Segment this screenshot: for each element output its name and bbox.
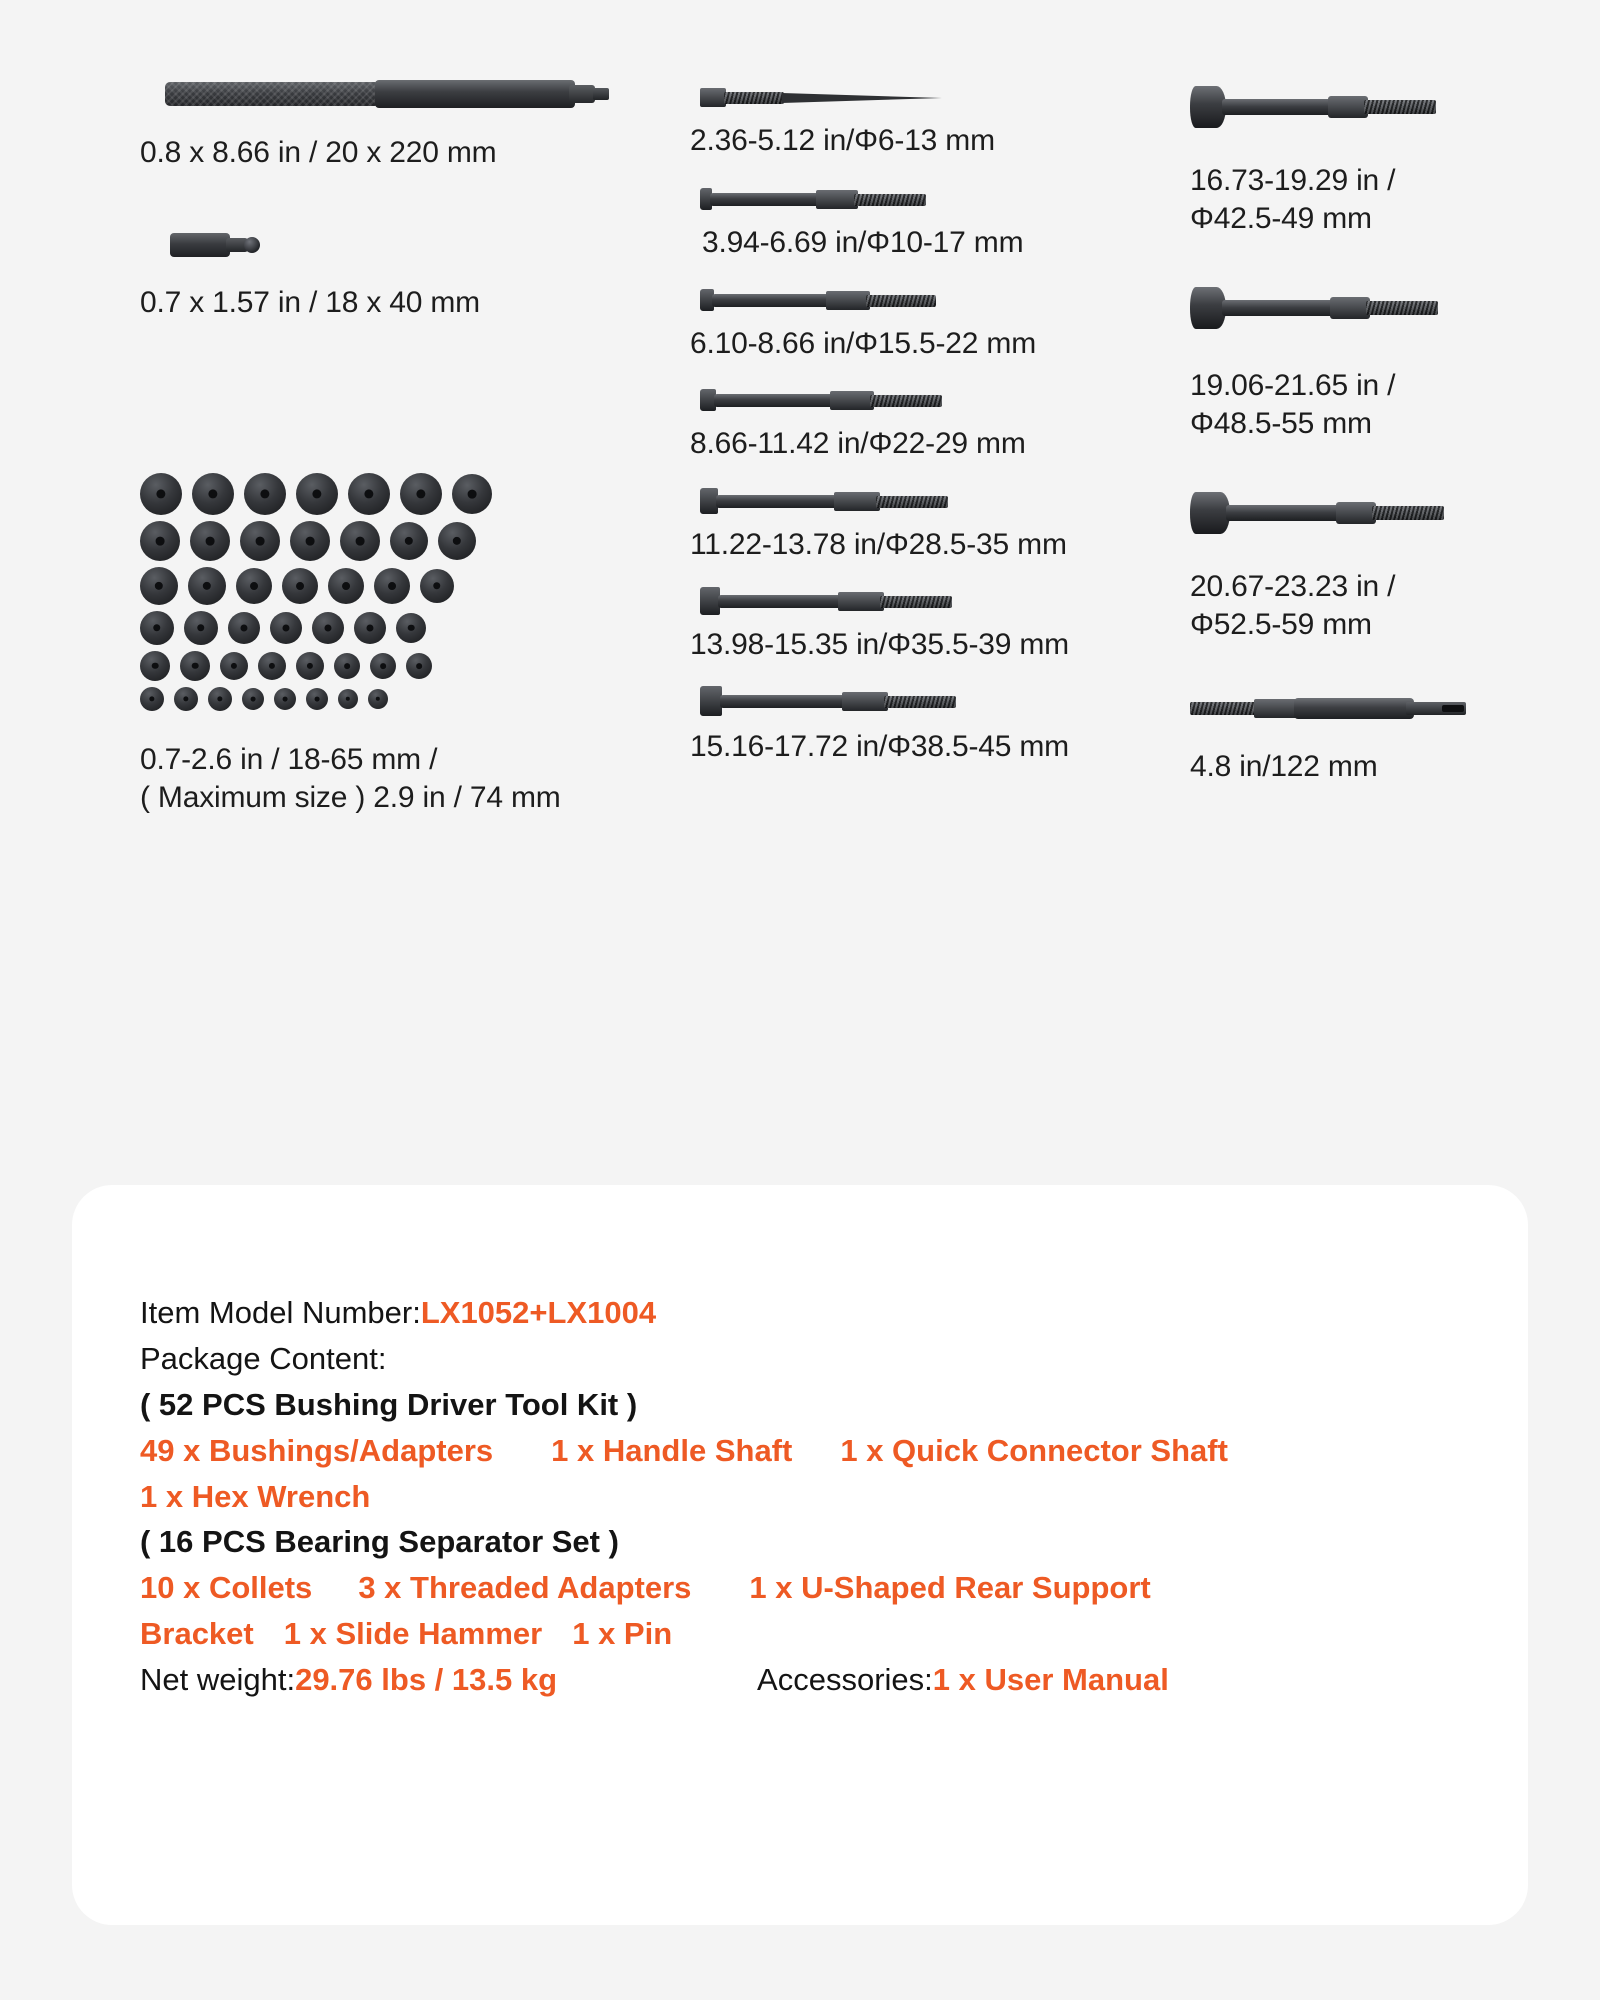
bushing-disc [438,522,476,560]
kit1-title: ( 52 PCS Bushing Driver Tool Kit ) [140,1386,638,1422]
right-item-4 [1190,690,1560,786]
wrench-thread-part [1190,702,1260,715]
bushing-disc [406,653,432,679]
rod-cup-part [700,686,722,716]
hex-wrench-icon [1190,690,1490,724]
mid-caption-5: 11.22-13.78 in/Φ28.5-35 mm [690,527,1067,561]
right-item-3 [1190,486,1560,645]
bushing-disc [180,651,210,681]
wrench-bar-part [1294,698,1414,719]
shaft-tip-part [569,85,595,103]
disc-row [140,473,560,515]
accessories-value: 1 x User Manual [932,1662,1169,1697]
mid-caption-3: 6.10-8.66 in/Φ15.5-22 mm [690,326,1036,360]
bushing-disc [374,568,410,604]
bushing-disc [400,473,442,515]
kit2-parts-row-2 [140,1611,1468,1657]
kit1-part-2: 1 x Handle Shaft [551,1432,793,1468]
left-item-quick-connector [140,230,660,322]
bushing-disc [274,688,296,710]
bushing-disc [334,653,360,679]
mid-item-4 [690,383,1210,463]
kit2-title: ( 16 PCS Bearing Separator Set ) [140,1524,619,1560]
right-caption-1-line2: Φ42.5-49 mm [1190,202,1372,236]
left-item-bushings [140,473,660,818]
bushing-disc [140,687,164,711]
bushing-disc [340,521,380,561]
bushing-disc [140,473,182,515]
rod-thread-part [724,92,784,104]
mid-item-2 [690,182,1210,262]
handle-shaft-tool-graphic [140,80,660,108]
mushroom-hex-part [1330,297,1370,319]
rod-shaft-part [714,394,834,407]
handle-shaft-caption: 0.8 x 8.66 in / 20 x 220 mm [140,136,497,169]
right-item-1 [1190,80,1560,239]
bushing-disc [338,689,358,709]
bushings-caption-line2: ( Maximum size ) 2.9 in / 74 mm [140,781,561,815]
mushroom-head-part [1190,287,1226,329]
package-info-content [140,1290,1468,1703]
right-caption-4: 4.8 in/122 mm [1190,750,1378,784]
model-number-label: Item Model Number: [140,1295,421,1330]
bushing-disc [348,473,390,515]
kit1-parts-row-1 [140,1428,1468,1474]
mid-item-7 [690,684,1210,766]
mushroom-hex-part [1328,96,1368,118]
bushing-discs-set-icon [140,473,560,711]
rod-thread-part [876,496,948,508]
mid-caption-2: 3.94-6.69 in/Φ10-17 mm [702,226,1024,260]
collet-rod-icon [700,584,1000,618]
kit2-part-1: 10 x Collets [140,1570,313,1606]
bushings-caption-line1: 0.7-2.6 in / 18-65 mm / [140,742,438,776]
right-caption-1-line1: 16.73-19.29 in / [1190,164,1396,197]
kit2-part-3: 1 x U-Shaped Rear Support [749,1570,1151,1606]
collet-rod-icon [700,182,1000,216]
bushing-disc [354,612,386,644]
disc-row [140,687,560,711]
mid-caption-4: 8.66-11.42 in/Φ22-29 mm [690,427,1026,461]
kit1-part-3: 1 x Quick Connector Shaft [840,1432,1228,1468]
bushing-disc [140,521,180,561]
bushing-disc [188,567,226,605]
mushroom-thread-part [1364,100,1436,114]
rod-shaft-part [716,495,838,508]
rod-thread-part [870,395,942,407]
quick-connector-caption: 0.7 x 1.57 in / 18 x 40 mm [140,286,480,320]
connector-body-part [170,233,230,257]
bushing-disc [140,651,170,681]
bushing-disc [396,613,426,643]
collet-rod-icon [700,383,1000,417]
disc-row [140,567,560,605]
mid-caption-7: 15.16-17.72 in/Φ38.5-45 mm [690,730,1069,764]
bushing-disc [290,521,330,561]
rod-shaft-part [720,695,846,708]
bushing-disc [174,687,198,711]
accessories-label: Accessories: [757,1662,933,1697]
disc-row [140,521,560,561]
shaft-barrel-part [375,80,575,108]
model-number-value: LX1052+LX1004 [420,1295,657,1330]
kit1-part-1: 49 x Bushings/Adapters [140,1432,494,1468]
right-caption-2-line1: 19.06-21.65 in / [1190,368,1396,402]
bushing-disc [270,612,302,644]
kit2-part-2: 3 x Threaded Adapters [358,1570,692,1606]
bushing-disc [140,567,178,605]
bushing-disc [296,652,324,680]
rod-hex-part [842,692,888,711]
collet-rod-icon [700,684,1000,718]
bushing-disc [220,652,248,680]
bushing-disc [312,612,344,644]
bushing-disc [296,473,338,515]
bushing-disc [228,612,260,644]
bushing-disc [452,474,492,514]
bushing-disc [244,473,286,515]
wrench-socket-part [1406,702,1466,715]
bushing-disc [282,568,318,604]
mushroom-stem-part [1222,99,1332,115]
pin-tool-icon [700,80,960,114]
bushing-disc [328,568,364,604]
bushing-disc [192,473,234,515]
net-weight-label: Net weight: [140,1662,296,1697]
net-weight-value: 29.76 lbs / 13.5 kg [295,1662,558,1697]
mid-item-5 [690,484,1210,564]
disc-row [140,611,560,645]
left-item-handle-shaft [140,80,660,172]
bushing-disc [258,652,286,680]
mushroom-head-part [1190,492,1230,534]
right-caption-3-line2: Φ52.5-59 mm [1190,607,1372,641]
connector-ball-part [244,237,260,253]
mushroom-stem-part [1222,300,1334,316]
mushroom-head-collet-icon [1190,80,1490,132]
rod-hex-part [834,492,880,511]
bushing-disc [306,688,328,710]
mid-item-6 [690,584,1210,664]
rod-thread-part [884,696,956,708]
model-number-row [140,1290,1468,1336]
rod-cup-part [700,587,720,615]
rod-thread-part [866,295,936,307]
handle-shaft-icon [165,80,615,108]
kit2-part-4: 1 x Slide Hammer [283,1616,543,1652]
mushroom-head-part [1190,86,1226,128]
kit1-part-4: 1 x Hex Wrench [140,1478,371,1514]
mid-item-3 [690,283,1210,363]
bushing-disc [242,688,264,710]
net-weight-row [140,1657,1468,1703]
rod-shaft-part [710,193,820,206]
left-column [140,80,660,818]
rod-thread-part [854,194,926,206]
collet-rod-icon [700,484,1000,518]
kit2-part-3-cont: Bracket [140,1616,254,1652]
mushroom-head-collet-icon [1190,486,1490,538]
mid-item-1 [690,80,1210,160]
rod-hex-part [838,592,884,611]
rod-point-part [782,93,942,103]
bushing-disc [390,522,428,560]
bushing-disc [240,521,280,561]
package-content-label: Package Content: [140,1340,387,1376]
rod-thread-part [880,596,952,608]
knurled-grip-part [165,82,380,106]
mushroom-hex-part [1336,502,1376,524]
bushing-disc [420,569,454,603]
rod-hex-part [826,291,870,310]
right-caption-3-line1: 20.67-23.23 in / [1190,569,1396,603]
right-caption-2-line2: Φ48.5-55 mm [1190,407,1372,441]
bushing-disc [370,653,396,679]
right-item-2 [1190,281,1560,444]
bushing-disc [208,687,232,711]
quick-connector-shaft-icon [170,230,280,260]
bushing-disc [184,611,218,645]
bushing-disc [368,689,388,709]
mushroom-thread-part [1372,506,1444,520]
mid-caption-1: 2.36-5.12 in/Φ6-13 mm [690,124,995,157]
mushroom-stem-part [1226,505,1340,521]
rod-shaft-part [718,595,842,608]
mushroom-head-collet-icon [1190,281,1490,333]
shaft-end-part [593,88,609,100]
bushing-disc [190,521,230,561]
package-info-card [72,1185,1528,1925]
mid-caption-6: 13.98-15.35 in/Φ35.5-39 mm [690,627,1069,661]
bushing-disc [236,568,272,604]
collet-rod-icon [700,283,1000,317]
rod-hex-part [830,391,874,410]
kit2-parts-row-1 [140,1565,1468,1611]
rod-hex-part [700,88,726,107]
middle-column [690,80,1210,767]
bushing-disc [140,611,174,645]
kit2-part-5: 1 x Pin [572,1616,673,1652]
mushroom-thread-part [1366,301,1438,315]
kit1-parts-row-2 [140,1474,1468,1520]
rod-hex-part [816,190,858,209]
disc-row [140,651,560,681]
rod-shaft-part [712,294,830,307]
quick-connector-tool-graphic [140,230,660,260]
right-column [1190,80,1560,787]
